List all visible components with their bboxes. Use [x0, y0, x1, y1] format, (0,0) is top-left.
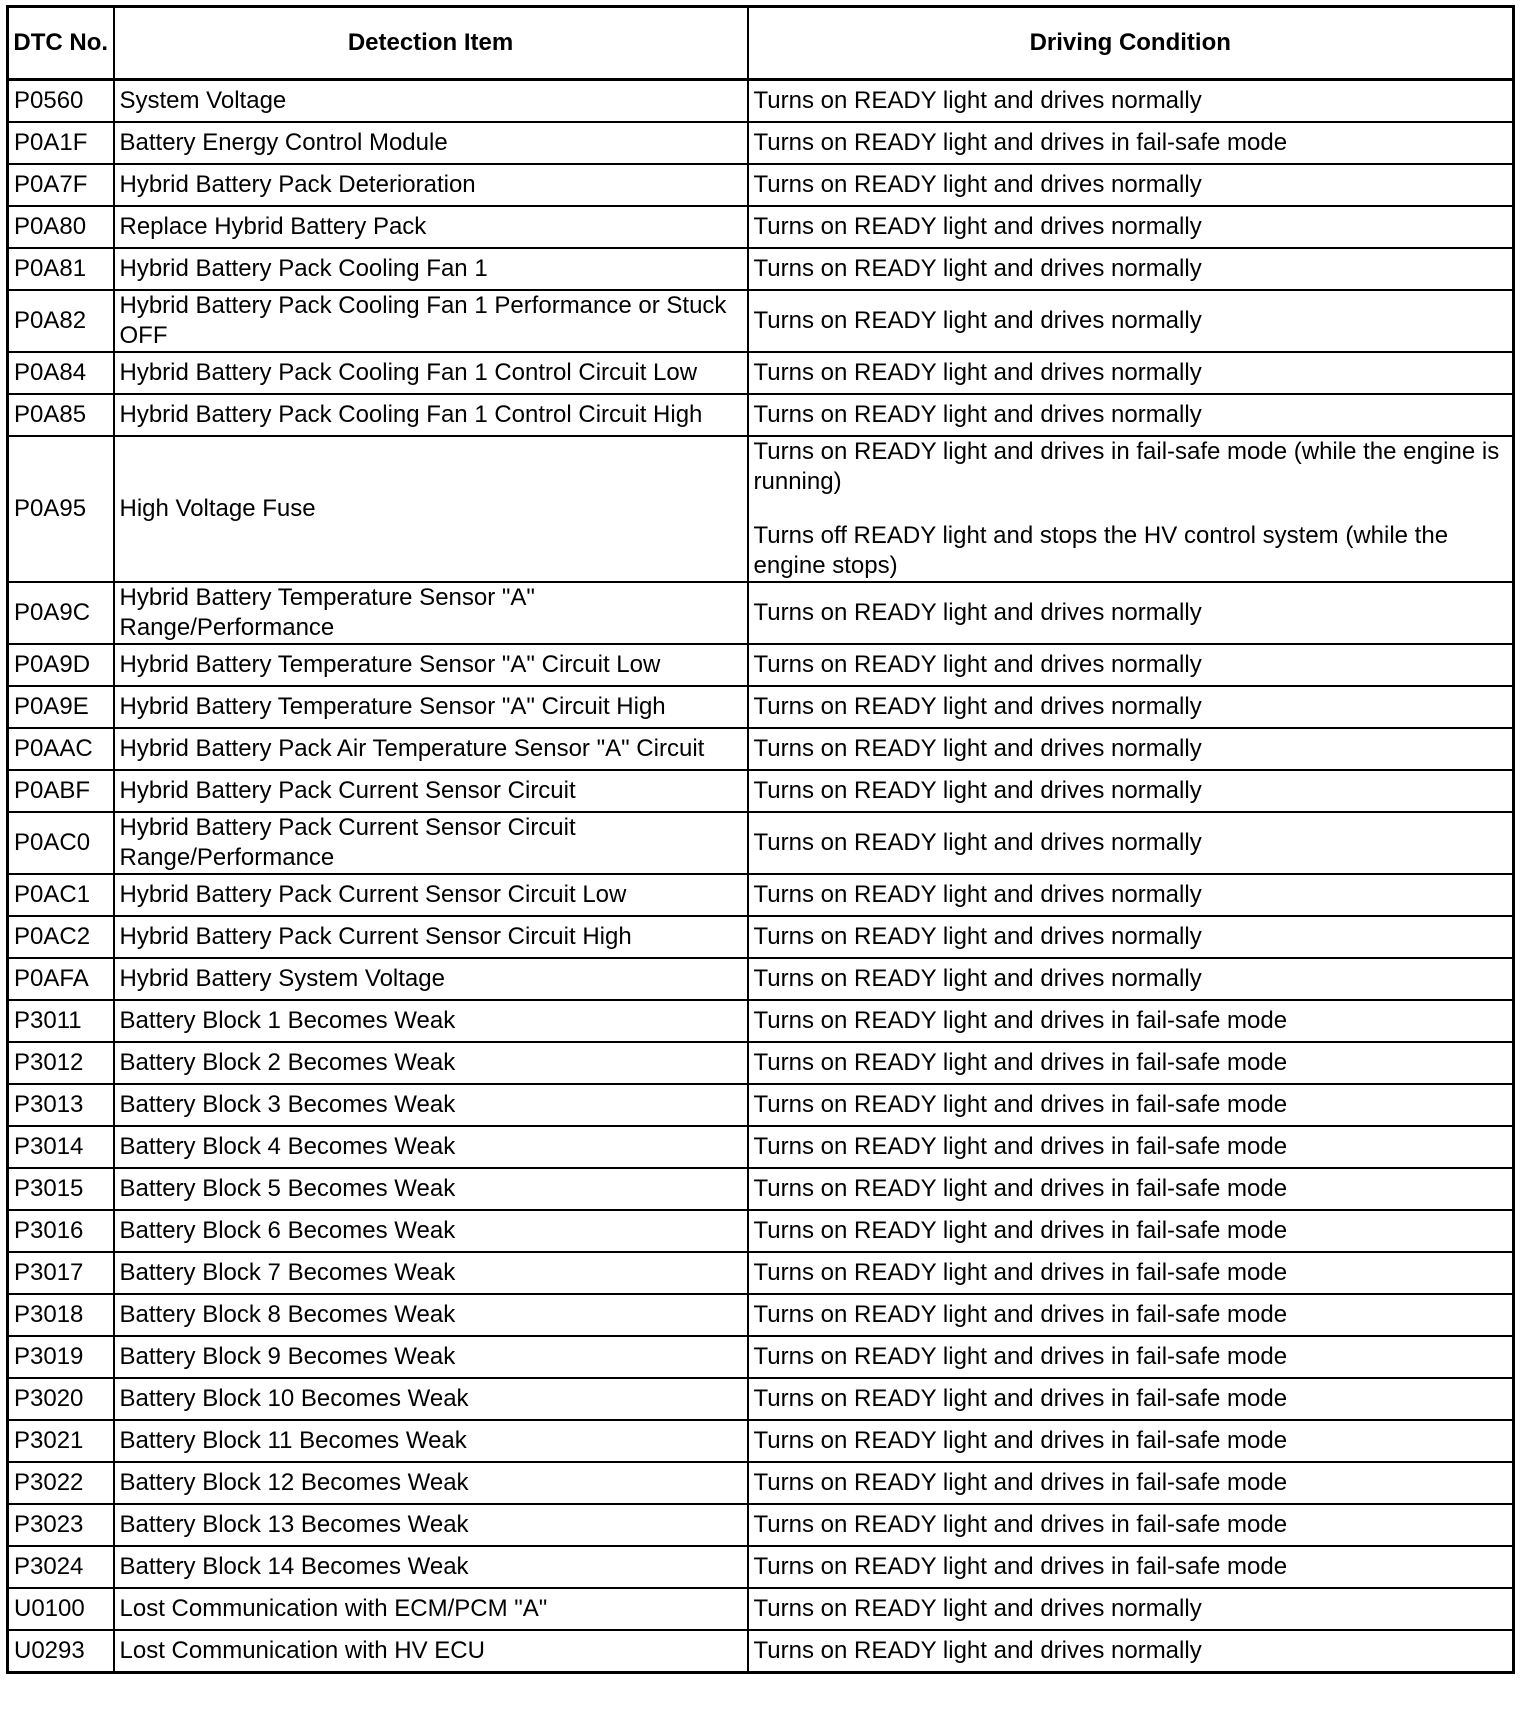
table-row [8, 582, 1514, 644]
header-dtc-no: DTC No. [8, 7, 114, 80]
dtc-code-cell: U0293 [8, 1630, 114, 1673]
table-row [8, 1294, 1514, 1336]
driving-condition-cell [748, 290, 1514, 352]
dtc-code-cell: P3020 [8, 1378, 114, 1420]
detection-item-cell: Lost Communication with ECM/PCM "A" [114, 1588, 748, 1630]
driving-condition-text: Turns on READY light and drives normally [753, 777, 1202, 804]
dtc-code-cell: P0AC2 [8, 916, 114, 958]
detection-item-cell: Battery Block 5 Becomes Weak [114, 1168, 748, 1210]
driving-condition-text: Turns on READY light and drives in fail-safe mode [753, 1007, 1288, 1034]
driving-condition-cell [748, 1252, 1514, 1294]
table-header [8, 7, 1514, 80]
table-row [8, 80, 1514, 123]
driving-condition-text: Turns on READY light and drives in fail-safe mode [753, 1469, 1288, 1496]
detection-item-cell: Battery Block 12 Becomes Weak [114, 1462, 748, 1504]
table-row [8, 436, 1514, 582]
table-row [8, 1042, 1514, 1084]
table-row [8, 1000, 1514, 1042]
detection-item-cell: Hybrid Battery Pack Deterioration [114, 164, 748, 206]
detection-item-cell: Replace Hybrid Battery Pack [114, 206, 748, 248]
driving-condition-text: Turns on READY light and drives in fail-safe mode (while the engine is running) [753, 438, 1500, 495]
dtc-code-cell: P3013 [8, 1084, 114, 1126]
driving-condition-cell [748, 1462, 1514, 1504]
table-row [8, 1084, 1514, 1126]
dtc-code-cell: P0A9E [8, 686, 114, 728]
driving-condition-text: Turns on READY light and drives normally [753, 829, 1202, 856]
table-row [8, 1336, 1514, 1378]
driving-condition-text: Turns on READY light and drives in fail-safe mode [753, 1091, 1288, 1118]
dtc-code-cell: P3011 [8, 1000, 114, 1042]
driving-condition-text: Turns on READY light and drives normally [753, 401, 1202, 428]
driving-condition-text: Turns on READY light and drives in fail-safe mode [753, 1217, 1288, 1244]
driving-condition-text: Turns on READY light and drives normally [753, 923, 1202, 950]
detection-item-cell: High Voltage Fuse [114, 436, 748, 582]
driving-condition-cell [748, 206, 1514, 248]
dtc-code-cell: P0AAC [8, 728, 114, 770]
dtc-code-cell: P0AC0 [8, 812, 114, 874]
detection-item-cell: Hybrid Battery System Voltage [114, 958, 748, 1000]
dtc-code-cell: P0A85 [8, 394, 114, 436]
driving-condition-cell [748, 644, 1514, 686]
detection-item-cell: Battery Block 3 Becomes Weak [114, 1084, 748, 1126]
driving-condition-cell [748, 1378, 1514, 1420]
table-row [8, 290, 1514, 352]
dtc-code-cell: P3012 [8, 1042, 114, 1084]
detection-item-cell: Hybrid Battery Temperature Sensor "A" Range/Performance [114, 582, 748, 644]
driving-condition-text: Turns on READY light and drives normally [753, 213, 1202, 240]
driving-condition-text: Turns on READY light and drives in fail-safe mode [753, 1427, 1288, 1454]
driving-condition-text: Turns on READY light and drives normally [753, 881, 1202, 908]
driving-condition-cell [748, 164, 1514, 206]
dtc-code-cell: P0AC1 [8, 874, 114, 916]
driving-condition-text: Turns on READY light and drives normally [753, 359, 1202, 386]
table-row [8, 1126, 1514, 1168]
driving-condition-text: Turns on READY light and drives normally [753, 599, 1202, 626]
table-row [8, 352, 1514, 394]
dtc-code-cell: P3019 [8, 1336, 114, 1378]
dtc-code-cell: P3014 [8, 1126, 114, 1168]
detection-item-cell: Hybrid Battery Pack Current Sensor Circuit Range/Performance [114, 812, 748, 874]
driving-condition-text: Turns on READY light and drives in fail-safe mode [753, 1385, 1288, 1412]
driving-condition-cell [748, 1336, 1514, 1378]
dtc-code-cell: P0A95 [8, 436, 114, 582]
detection-item-cell: Battery Block 11 Becomes Weak [114, 1420, 748, 1462]
detection-item-cell: Hybrid Battery Pack Cooling Fan 1 [114, 248, 748, 290]
detection-item-cell: Battery Block 4 Becomes Weak [114, 1126, 748, 1168]
dtc-code-cell: P0A1F [8, 122, 114, 164]
driving-condition-cell [748, 1042, 1514, 1084]
driving-condition-cell [748, 874, 1514, 916]
detection-item-cell: Hybrid Battery Pack Air Temperature Sensor "A" Circuit [114, 728, 748, 770]
table-row [8, 1546, 1514, 1588]
dtc-code-cell: P3018 [8, 1294, 114, 1336]
detection-item-cell: Battery Block 13 Becomes Weak [114, 1504, 748, 1546]
table-row [8, 916, 1514, 958]
driving-condition-text: Turns on READY light and drives in fail-safe mode [753, 1301, 1288, 1328]
detection-item-cell: Battery Block 9 Becomes Weak [114, 1336, 748, 1378]
driving-condition-cell [748, 80, 1514, 123]
dtc-code-cell: P0AFA [8, 958, 114, 1000]
table-row [8, 206, 1514, 248]
driving-condition-cell [748, 394, 1514, 436]
dtc-code-cell: P3015 [8, 1168, 114, 1210]
table-row [8, 1630, 1514, 1673]
driving-condition-text: Turns on READY light and drives in fail-safe mode [753, 1133, 1288, 1160]
dtc-code-cell: P0A81 [8, 248, 114, 290]
table-row [8, 1462, 1514, 1504]
driving-condition-cell [748, 1126, 1514, 1168]
driving-condition-text: Turns on READY light and drives in fail-safe mode [753, 1259, 1288, 1286]
driving-condition-cell [748, 1000, 1514, 1042]
driving-condition-cell [748, 122, 1514, 164]
table-row [8, 644, 1514, 686]
dtc-code-cell: P0ABF [8, 770, 114, 812]
driving-condition-cell [748, 1084, 1514, 1126]
detection-item-cell: Battery Block 7 Becomes Weak [114, 1252, 748, 1294]
header-row [8, 7, 1514, 80]
detection-item-cell: Hybrid Battery Pack Cooling Fan 1 Control Circuit Low [114, 352, 748, 394]
table-row [8, 1588, 1514, 1630]
driving-condition-cell [748, 436, 1514, 582]
dtc-code-cell: P3016 [8, 1210, 114, 1252]
driving-condition-cell [748, 916, 1514, 958]
detection-item-cell: Hybrid Battery Pack Cooling Fan 1 Performance or Stuck OFF [114, 290, 748, 352]
table-row [8, 1420, 1514, 1462]
driving-condition-text: Turns on READY light and drives normally [753, 255, 1202, 282]
table-row [8, 874, 1514, 916]
driving-condition-text: Turns on READY light and drives in fail-safe mode [753, 1343, 1288, 1370]
detection-item-cell: Battery Block 8 Becomes Weak [114, 1294, 748, 1336]
detection-item-cell: Battery Block 2 Becomes Weak [114, 1042, 748, 1084]
dtc-code-cell: P3024 [8, 1546, 114, 1588]
detection-item-cell: Hybrid Battery Pack Current Sensor Circuit High [114, 916, 748, 958]
driving-condition-cell [748, 1588, 1514, 1630]
driving-condition-cell [748, 1168, 1514, 1210]
dtc-code-cell: P3023 [8, 1504, 114, 1546]
detection-item-cell: Hybrid Battery Pack Current Sensor Circuit Low [114, 874, 748, 916]
table-row [8, 1210, 1514, 1252]
detection-item-cell: Battery Block 1 Becomes Weak [114, 1000, 748, 1042]
driving-condition-cell [748, 1210, 1514, 1252]
driving-condition-text: Turns on READY light and drives normally [753, 1595, 1202, 1622]
dtc-code-cell: P3021 [8, 1420, 114, 1462]
driving-condition-text: Turns on READY light and drives in fail-safe mode [753, 129, 1288, 156]
table-row [8, 1504, 1514, 1546]
driving-condition-cell [748, 248, 1514, 290]
detection-item-cell: Battery Energy Control Module [114, 122, 748, 164]
detection-item-cell: Hybrid Battery Pack Current Sensor Circuit [114, 770, 748, 812]
driving-condition-text: Turns on READY light and drives in fail-safe mode [753, 1553, 1288, 1580]
driving-condition-text: Turns off READY light and stops the HV control system (while the engine stops) [753, 522, 1449, 579]
detection-item-cell: Battery Block 14 Becomes Weak [114, 1546, 748, 1588]
table-row [8, 812, 1514, 874]
driving-condition-cell [748, 686, 1514, 728]
table-row [8, 686, 1514, 728]
dtc-table [6, 5, 1515, 1674]
driving-condition-cell [748, 1420, 1514, 1462]
detection-item-cell: Battery Block 6 Becomes Weak [114, 1210, 748, 1252]
table-row [8, 122, 1514, 164]
driving-condition-cell [748, 582, 1514, 644]
driving-condition-cell [748, 352, 1514, 394]
dtc-code-cell: P3022 [8, 1462, 114, 1504]
header-driving-condition: Driving Condition [748, 7, 1514, 80]
table-row [8, 248, 1514, 290]
driving-condition-cell [748, 958, 1514, 1000]
table-row [8, 394, 1514, 436]
driving-condition-cell [748, 812, 1514, 874]
driving-condition-text: Turns on READY light and drives in fail-safe mode [753, 1511, 1288, 1538]
driving-condition-cell [748, 1546, 1514, 1588]
table-row [8, 1168, 1514, 1210]
driving-condition-text: Turns on READY light and drives normally [753, 651, 1202, 678]
header-detection-item: Detection Item [114, 7, 748, 80]
table-row [8, 1252, 1514, 1294]
detection-item-cell: Hybrid Battery Temperature Sensor "A" Circuit Low [114, 644, 748, 686]
table-row [8, 1378, 1514, 1420]
table-row [8, 770, 1514, 812]
driving-condition-cell [748, 770, 1514, 812]
dtc-code-cell: P0A7F [8, 164, 114, 206]
driving-condition-text: Turns on READY light and drives in fail-safe mode [753, 1049, 1288, 1076]
detection-item-cell: Hybrid Battery Temperature Sensor "A" Circuit High [114, 686, 748, 728]
driving-condition-text: Turns on READY light and drives normally [753, 87, 1202, 114]
table-row [8, 164, 1514, 206]
driving-condition-cell [748, 728, 1514, 770]
dtc-code-cell: P0560 [8, 80, 114, 123]
table-body [8, 80, 1514, 1673]
driving-condition-cell [748, 1630, 1514, 1673]
dtc-code-cell: P0A9D [8, 644, 114, 686]
driving-condition-cell [748, 1294, 1514, 1336]
dtc-code-cell: U0100 [8, 1588, 114, 1630]
dtc-code-cell: P0A84 [8, 352, 114, 394]
dtc-code-cell: P0A80 [8, 206, 114, 248]
driving-condition-text: Turns on READY light and drives normally [753, 1637, 1202, 1664]
driving-condition-cell [748, 1504, 1514, 1546]
dtc-code-cell: P0A82 [8, 290, 114, 352]
driving-condition-text: Turns on READY light and drives normally [753, 965, 1202, 992]
table-row [8, 958, 1514, 1000]
table-row [8, 728, 1514, 770]
detection-item-cell: Battery Block 10 Becomes Weak [114, 1378, 748, 1420]
driving-condition-text: Turns on READY light and drives normally [753, 735, 1202, 762]
driving-condition-text: Turns on READY light and drives normally [753, 693, 1202, 720]
driving-condition-text: Turns on READY light and drives normally [753, 307, 1202, 334]
dtc-code-cell: P3017 [8, 1252, 114, 1294]
detection-item-cell: Lost Communication with HV ECU [114, 1630, 748, 1673]
detection-item-cell: Hybrid Battery Pack Cooling Fan 1 Control Circuit High [114, 394, 748, 436]
driving-condition-text: Turns on READY light and drives in fail-safe mode [753, 1175, 1288, 1202]
dtc-code-cell: P0A9C [8, 582, 114, 644]
driving-condition-text: Turns on READY light and drives normally [753, 171, 1202, 198]
detection-item-cell: System Voltage [114, 80, 748, 123]
